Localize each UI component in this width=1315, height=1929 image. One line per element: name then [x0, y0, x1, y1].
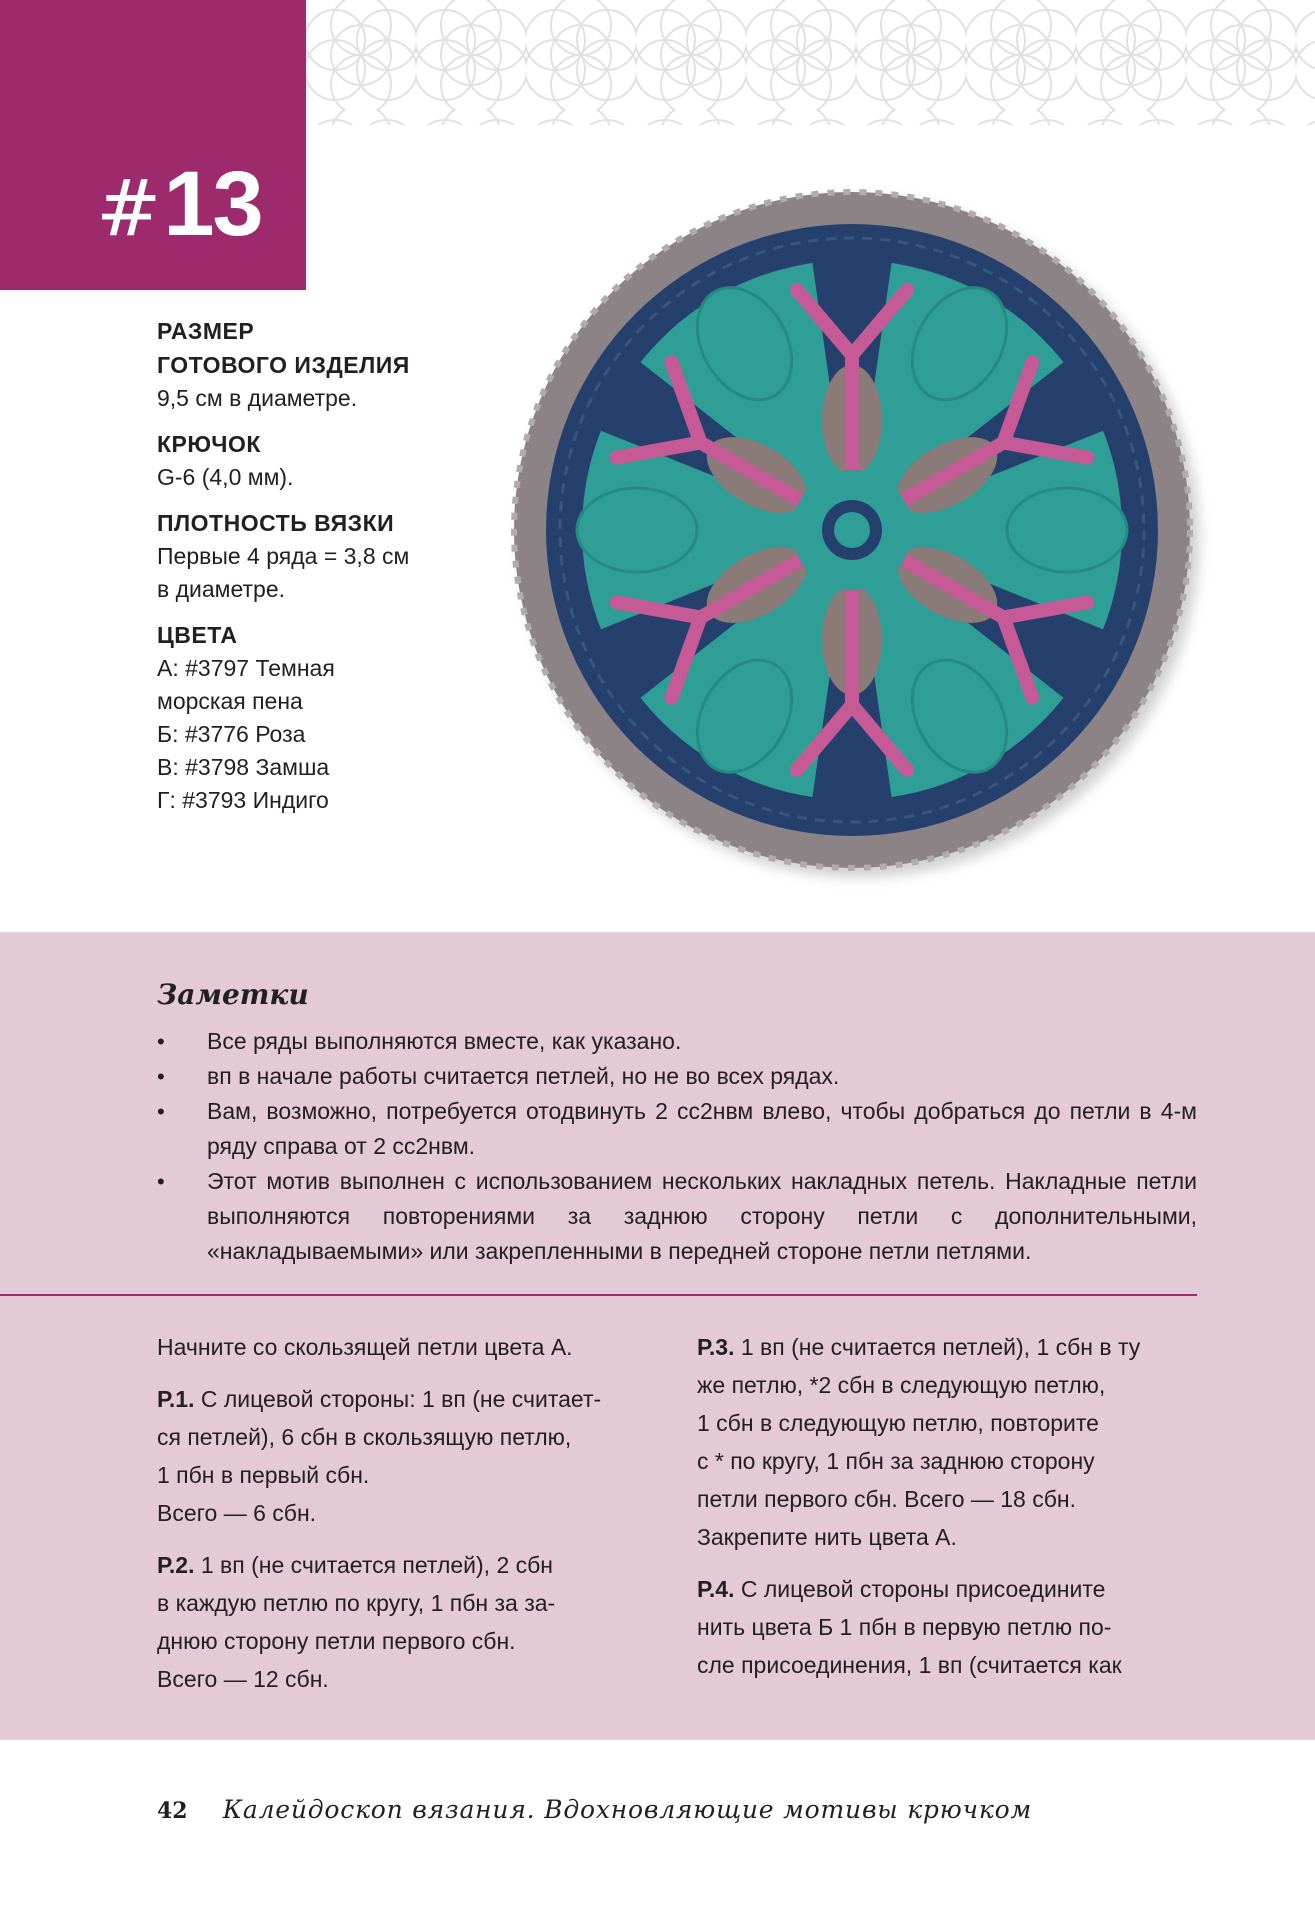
section-divider [0, 1294, 1197, 1296]
book-title: Калейдоскоп вязания. Вдохновляющие мотивы крючком [222, 1795, 1032, 1824]
instructions-left-column [157, 1328, 677, 1712]
notes-title: Заметки [157, 978, 309, 1011]
spec-heading: ПЛОТНОСТЬ ВЯЗКИ [157, 510, 395, 536]
row-4-instruction: Р.4. С лицевой стороны присоедините нить цвета Б 1 пбн в первую петлю по- сле присоединения, 1 вп (считается как [697, 1576, 1122, 1678]
spec-heading: ЦВЕТА [157, 622, 238, 648]
spec-heading: РАЗМЕР ГОТОВОГО ИЗДЕЛИЯ [157, 318, 410, 378]
row-1-instruction: Р.1. С лицевой стороны: 1 вп (не считает- ся петлей), 6 сбн в скользящую петлю, 1 пбн в первый сбн. Всего — 6 сбн. [157, 1386, 602, 1526]
row-1-label: Р.1. [157, 1386, 195, 1412]
pattern-number: #13 [96, 153, 262, 255]
spec-heading: КРЮЧОК [157, 431, 261, 457]
row-3-label: Р.3. [697, 1334, 735, 1360]
spec-value: 9,5 см в диаметре. [157, 385, 358, 411]
row-3-instruction: Р.3. 1 вп (не считается петлей), 1 сбн в ту же петлю, *2 сбн в следующую петлю, 1 сбн в следующую петлю, повторите с * по кругу, 1 пбн за заднюю сторону петли первого сбн. Всего — 18 сбн. Закрепите нить цвета А. [697, 1334, 1141, 1550]
notes-list [157, 1024, 1197, 1269]
note-item: • Этот мотив выполнен с использованием нескольких накладных петель. Накладные петли выполняются повторениями за заднюю сторону петли с дополнительными, «накладываемыми» или закрепленными в передней стороне петли петлями. [157, 1164, 1197, 1269]
note-item: • Все ряды выполняются вместе, как указано. [157, 1024, 1197, 1059]
spec-list [157, 314, 487, 829]
row-2-label: Р.2. [157, 1552, 195, 1578]
note-item: • Вам, возможно, потребуется отодвинуть 2 сс2нвм влево, чтобы добраться до петли в 4-м ряду справа от 2 сс2нвм. [157, 1094, 1197, 1164]
page-number: 42 [157, 1798, 188, 1824]
note-item: • вп в начале работы считается петлей, но не во всех рядах. [157, 1059, 1197, 1094]
motif-leaf [1007, 488, 1127, 572]
lace-ornament-pattern-icon [306, 0, 1315, 125]
spec-value: G-6 (4,0 мм). [157, 464, 294, 490]
pattern-number-block [0, 0, 306, 290]
instructions-right-column [697, 1328, 1207, 1698]
row-2-instruction: Р.2. 1 вп (не считается петлей), 2 сбн в каждую петлю по кругу, 1 пбн за за- днюю сторону петли первого сбн. Всего — 12 сбн. [157, 1552, 556, 1692]
crochet-motif-photo-icon [494, 170, 1214, 900]
start-instruction: Начните со скользящей петли цвета А. [157, 1334, 573, 1360]
spec-value: А: #3797 Темная морская пена Б: #3776 Роза В: #3798 Замша Г: #3793 Индиго [157, 655, 335, 813]
motif-leaf [577, 488, 697, 572]
spec-value: Первые 4 ряда = 3,8 см в диаметре. [157, 543, 410, 602]
page-footer [157, 1795, 1032, 1824]
row-4-label: Р.4. [697, 1576, 735, 1602]
